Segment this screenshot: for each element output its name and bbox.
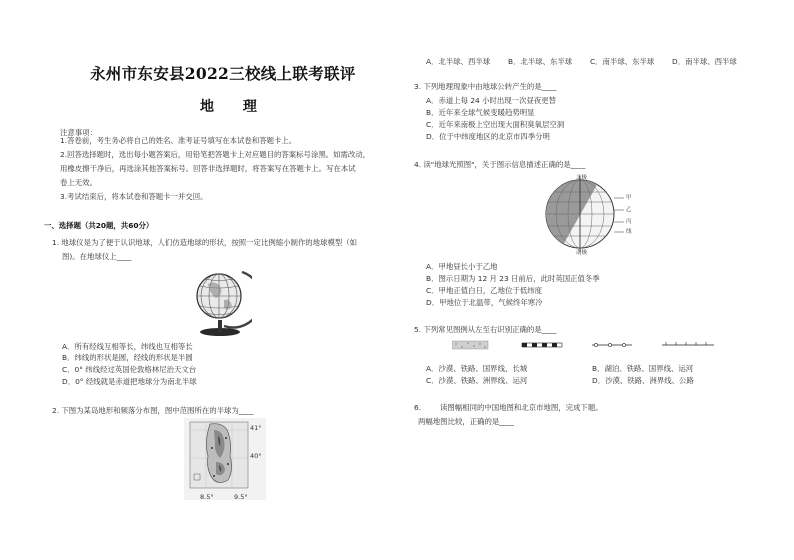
globe-figure bbox=[190, 264, 252, 338]
q4-stem: 4. 读"地球光照图"，关于图示信息描述正确的是____ bbox=[414, 160, 586, 169]
q1-stem: 1. 地球仪是为了便于认识地球，人们仿造地球的形状，按照一定比例缩小制作的地球模型（如 bbox=[52, 238, 358, 247]
q2-stem: 2. 下图为某岛地形和频落分布图，图中范围所在的半球为____ bbox=[52, 406, 254, 415]
q3-option-c: C．近年来南极上空出现大面积臭氧层空洞 bbox=[426, 120, 565, 129]
q6-stem: 读图幅相同的中国地图和北京市地图，完成下题。 bbox=[440, 403, 603, 412]
map-lon-label: 9.5° bbox=[234, 493, 248, 501]
legend-symbols bbox=[452, 339, 742, 351]
q3-stem: 3. 下列地理现象中由地球公转产生的是____ bbox=[414, 82, 557, 91]
notice-heading: 注意事项： bbox=[60, 128, 97, 137]
map-lat-label: 41° bbox=[250, 424, 262, 432]
north-pole-label: 北极 bbox=[576, 175, 588, 181]
q1-stem-cont: 图)。在地球仪上____ bbox=[62, 252, 132, 261]
south-pole-label: 南极 bbox=[576, 250, 588, 256]
q3-option-d: D．位于中纬度地区的北京市四季分明 bbox=[426, 132, 550, 141]
q2-option-a: A．北半球、西半球 bbox=[426, 57, 491, 66]
notice-line: 用橡皮擦干净后，再选涂其他答案标号。回答非选择题时，将答案写在答题卡上。写在本试 bbox=[60, 164, 356, 173]
notice-line: 卷上无效。 bbox=[60, 178, 97, 187]
q2-option-d: D．南半球、西半球 bbox=[672, 57, 737, 66]
q1-option-a: A．所有经线互相等长，纬线也互相等长 bbox=[62, 342, 193, 351]
subject-title: 地 理 bbox=[200, 99, 269, 115]
notice-line: 3.考试结束后，将本试卷和答题卡一并交回。 bbox=[60, 192, 208, 201]
q6-number: 6. bbox=[414, 403, 422, 412]
notice-line: 2.回答选择题时，选出每小题答案后，用铅笔把答题卡上对应题目的答案标号涂黑。如需改动， bbox=[60, 150, 371, 159]
q3-option-b: B．近年来全球气候变暖趋势明显 bbox=[426, 108, 535, 117]
q1-option-c: C．0° 纬线经过英国伦敦格林尼治天文台 bbox=[62, 365, 197, 374]
q5-option-c: C．沙漠、铁路、洲界线、运河 bbox=[426, 376, 528, 385]
figure-label-d: 线 bbox=[626, 229, 632, 235]
q5-option-b: B．湖泊、铁路、国界线、运河 bbox=[592, 364, 694, 373]
figure-label-a: 甲 bbox=[626, 195, 632, 201]
q4-option-b: B．图示日期为 12 月 23 日前后，此时英国正值冬季 bbox=[426, 274, 600, 283]
q4-option-d: D．甲地位于北温带，气候终年寒冷 bbox=[426, 298, 543, 307]
q1-option-b: B．纬线的形状是圆，经线的形状是半圆 bbox=[62, 353, 193, 362]
q2-option-b: B．北半球、东半球 bbox=[508, 57, 573, 66]
q2-option-c: C．南半球、东半球 bbox=[590, 57, 655, 66]
q1-option-d: D．0° 经线就是赤道把地球分为南北半球 bbox=[62, 377, 197, 386]
map-lat-label: 40° bbox=[250, 452, 262, 460]
section-heading: 一、选择题（共20题，共60分） bbox=[44, 221, 154, 230]
q5-option-d: D．沙漠、铁路、洲界线、公路 bbox=[592, 376, 694, 385]
q6-sub-question: 两幅地图比较，正确的是____ bbox=[418, 417, 515, 426]
q5-stem: 5. 下列常见图例从左至右识别正确的是____ bbox=[414, 325, 557, 334]
notice-line: 1.答卷前，考生务必将自己的姓名、准考证号填写在本试卷和答题卡上。 bbox=[60, 136, 297, 145]
q5-option-a: A．沙漠、铁路、国界线、长城 bbox=[426, 364, 528, 373]
page-title: 永州市东安县2022三校线上联考联评 bbox=[90, 64, 356, 83]
map-lon-label: 8.5° bbox=[200, 493, 214, 501]
q3-option-a: A．赤道上每 24 小时出现一次昼夜更替 bbox=[426, 96, 557, 105]
q4-option-a: A．甲地昼长小于乙地 bbox=[426, 262, 498, 271]
earth-illumination-figure bbox=[540, 172, 624, 256]
q4-option-c: C．甲地正值白日，乙地位于低纬度 bbox=[426, 286, 543, 295]
figure-label-b: 乙 bbox=[626, 207, 632, 213]
figure-label-c: 丙 bbox=[626, 219, 632, 225]
